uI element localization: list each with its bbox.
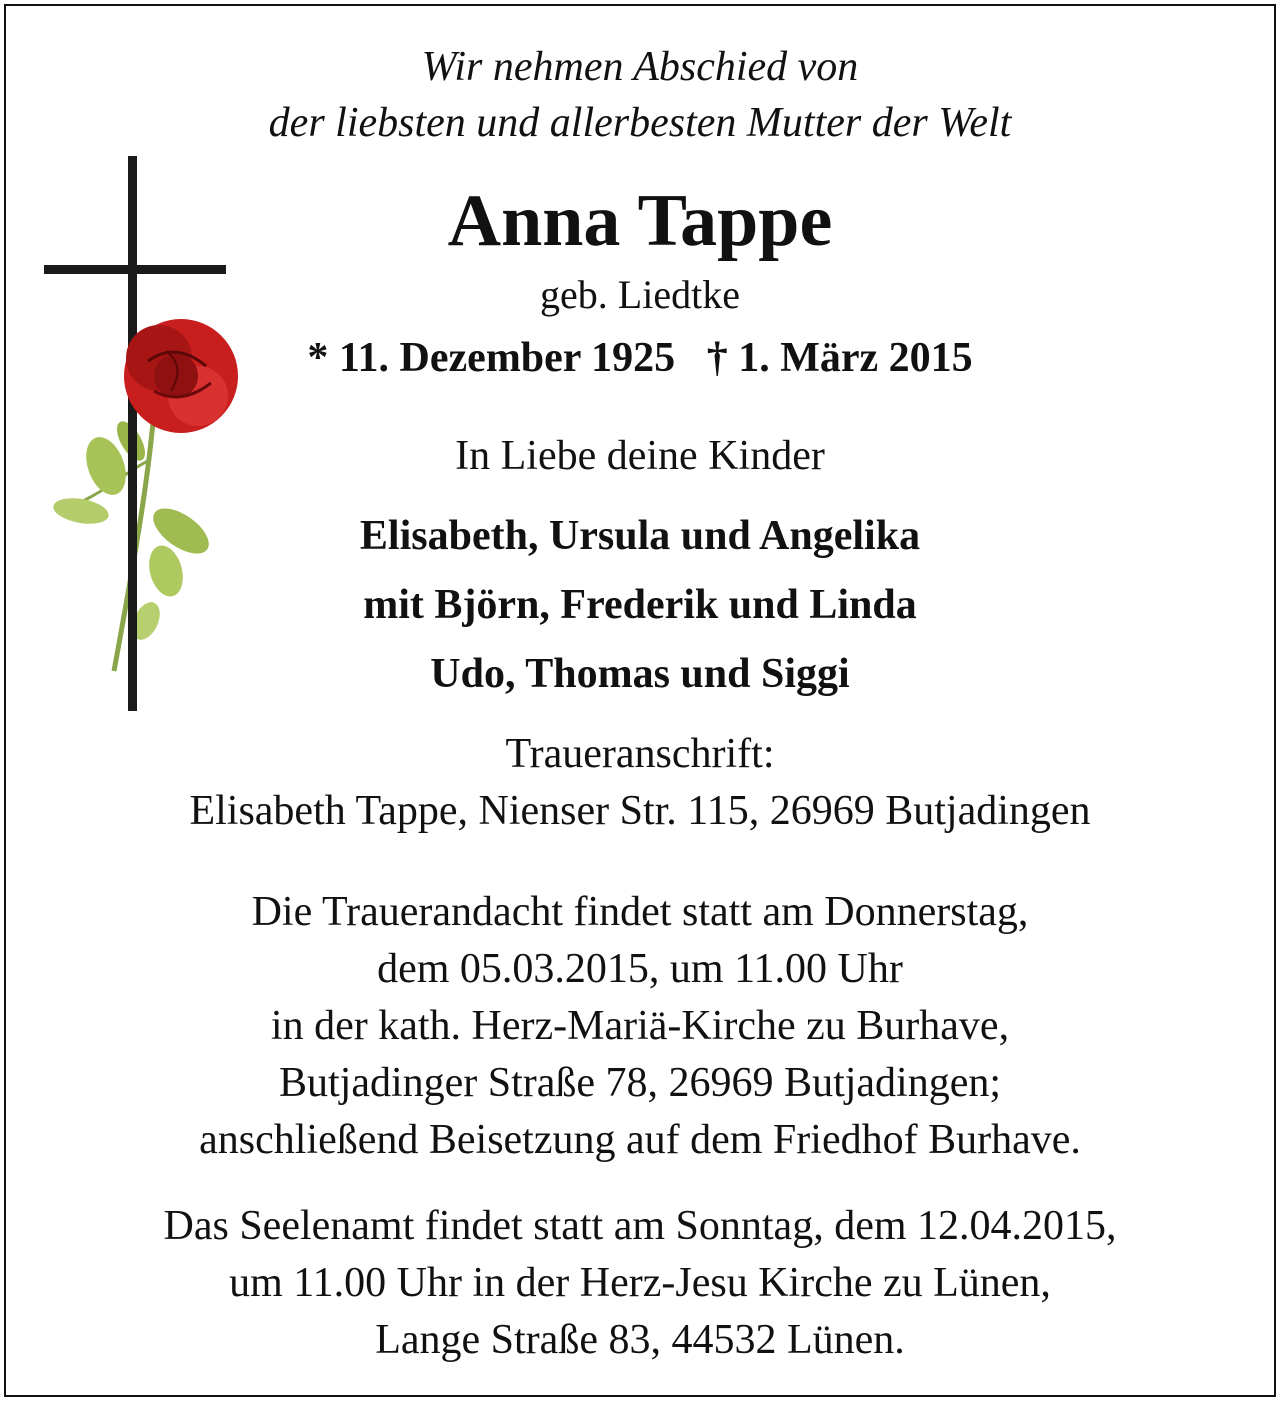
requiem-line-3: Lange Straße 83, 44532 Lünen.	[375, 1317, 905, 1363]
service-line-4: Butjadinger Straße 78, 26969 Butjadingen;	[278, 1060, 1002, 1106]
address-value: Elisabeth Tappe, Nienser Str. 115, 26969 Butjadingen	[189, 788, 1091, 834]
family-line-2: mit Björn, Frederik und Linda	[363, 582, 917, 628]
maiden-name: geb. Liedtke	[540, 272, 740, 317]
address-label: Traueranschrift:	[505, 731, 775, 777]
family-line-3: Udo, Thomas und Siggi	[430, 651, 850, 697]
death-date: † 1. März 2015	[706, 335, 973, 381]
life-dates	[6, 333, 1274, 383]
family-line-1: Elisabeth, Ursula und Angelika	[359, 513, 921, 559]
service-line-3: in der kath. Herz-Mariä-Kirche zu Burhave,	[270, 1003, 1010, 1049]
obituary-card	[4, 4, 1276, 1397]
service-line-2: dem 05.03.2015, um 11.00 Uhr	[377, 946, 903, 992]
deceased-name: Anna Tappe	[447, 180, 833, 262]
intro-line-1: Wir nehmen Abschied von	[421, 44, 859, 90]
family-lead: In Liebe deine Kinder	[455, 433, 825, 479]
intro-line-2: der liebsten und allerbesten Mutter der Welt	[268, 100, 1012, 146]
requiem-line-1: Das Seelenamt findet statt am Sonntag, dem 12.04.2015,	[163, 1203, 1117, 1249]
birth-date: * 11. Dezember 1925	[307, 335, 676, 381]
requiem-line-2: um 11.00 Uhr in der Herz-Jesu Kirche zu Lünen,	[229, 1260, 1051, 1306]
service-line-1: Die Trauerandacht findet statt am Donnerstag,	[251, 889, 1029, 935]
service-line-5: anschließend Beisetzung auf dem Friedhof Burhave.	[199, 1117, 1081, 1163]
